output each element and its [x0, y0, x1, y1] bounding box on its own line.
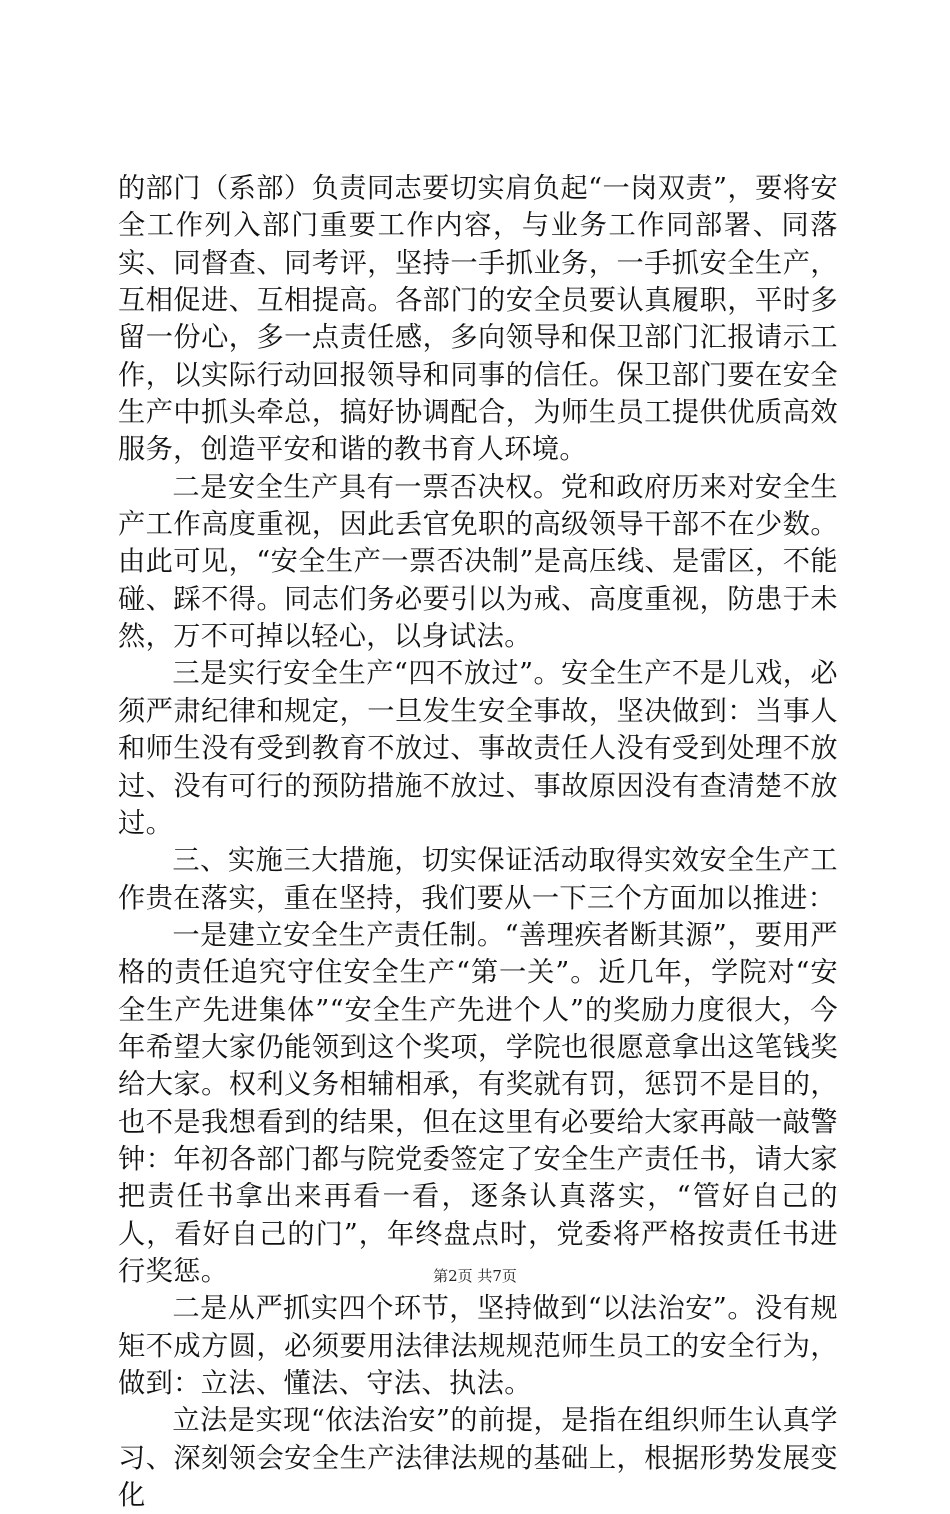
paragraph-legislation: 立法是实现“依法治安”的前提，是指在组织师生认真学习、深刻领会安全生产法律法规的基础上，根据形势发展变化	[118, 1405, 838, 1512]
paragraph-four-not-let-go: 三是实行安全生产“四不放过”。安全生产不是儿戏，必须严肃纪律和规定，一旦发生安全事故，坚决做到：当事人和师生没有受到教育不放过、事故责任人没有受到处理不放过、没有可行的预防措施不放过、事故原因没有查清楚不放过。	[118, 658, 838, 839]
document-body	[118, 170, 838, 1514]
paragraph-continuation: 的部门（系部）负责同志要切实肩负起“一岗双责”，要将安全工作列入部门重要工作内容，与业务工作同部署、同落实、同督查、同考评，坚持一手抓业务，一手抓安全生产，互相促进、互相提高。各部门的安全员要认真履职，平时多留一份心，多一点责任感，多向领导和保卫部门汇报请示工作，以实际行动回报领导和同事的信任。保卫部门要在安全生产中抓头牵总，搞好协调配合，为师生员工提供优质高效服务，创造平安和谐的教书育人环境。	[118, 173, 838, 466]
paragraph-responsibility-system: 一是建立安全生产责任制。“善理疾者断其源”，要用严格的责任追究守住安全生产“第一关”。近几年，学院对“安全生产先进集体”“安全生产先进个人”的奖励力度很大，今年希望大家仍能领到这个奖项，学院也很愿意拿出这笔钱奖给大家。权利义务相辅相承，有奖就有罚，惩罚不是目的，也不是我想看到的结果，但在这里有必要给大家再敲一敲警钟：年初各部门都与院党委签定了安全生产责任书，请大家把责任书拿出来再看一看，逐条认真落实，“管好自己的人，看好自己的门”，年终盘点时，党委将严格按责任书进行奖惩。	[118, 919, 838, 1287]
paragraph-veto-power: 二是安全生产具有一票否决权。党和政府历来对安全生产工作高度重视，因此丢官免职的高级领导干部不在少数。由此可见，“安全生产一票否决制”是高压线、是雷区，不能碰、踩不得。同志们务必要引以为戒、高度重视，防患于未然，万不可掉以轻心，以身试法。	[118, 471, 838, 653]
paragraph-four-links: 二是从严抓实四个环节，坚持做到“以法治安”。没有规矩不成方圆，必须要用法律法规规范师生员工的安全行为，做到：立法、懂法、守法、执法。	[118, 1293, 838, 1399]
page-number-footer: 第2页 共7页	[433, 1267, 517, 1285]
section-heading-three-measures: 三、实施三大措施，切实保证活动取得实效安全生产工作贵在落实，重在坚持，我们要从一下三个方面加以推进：	[118, 845, 838, 914]
